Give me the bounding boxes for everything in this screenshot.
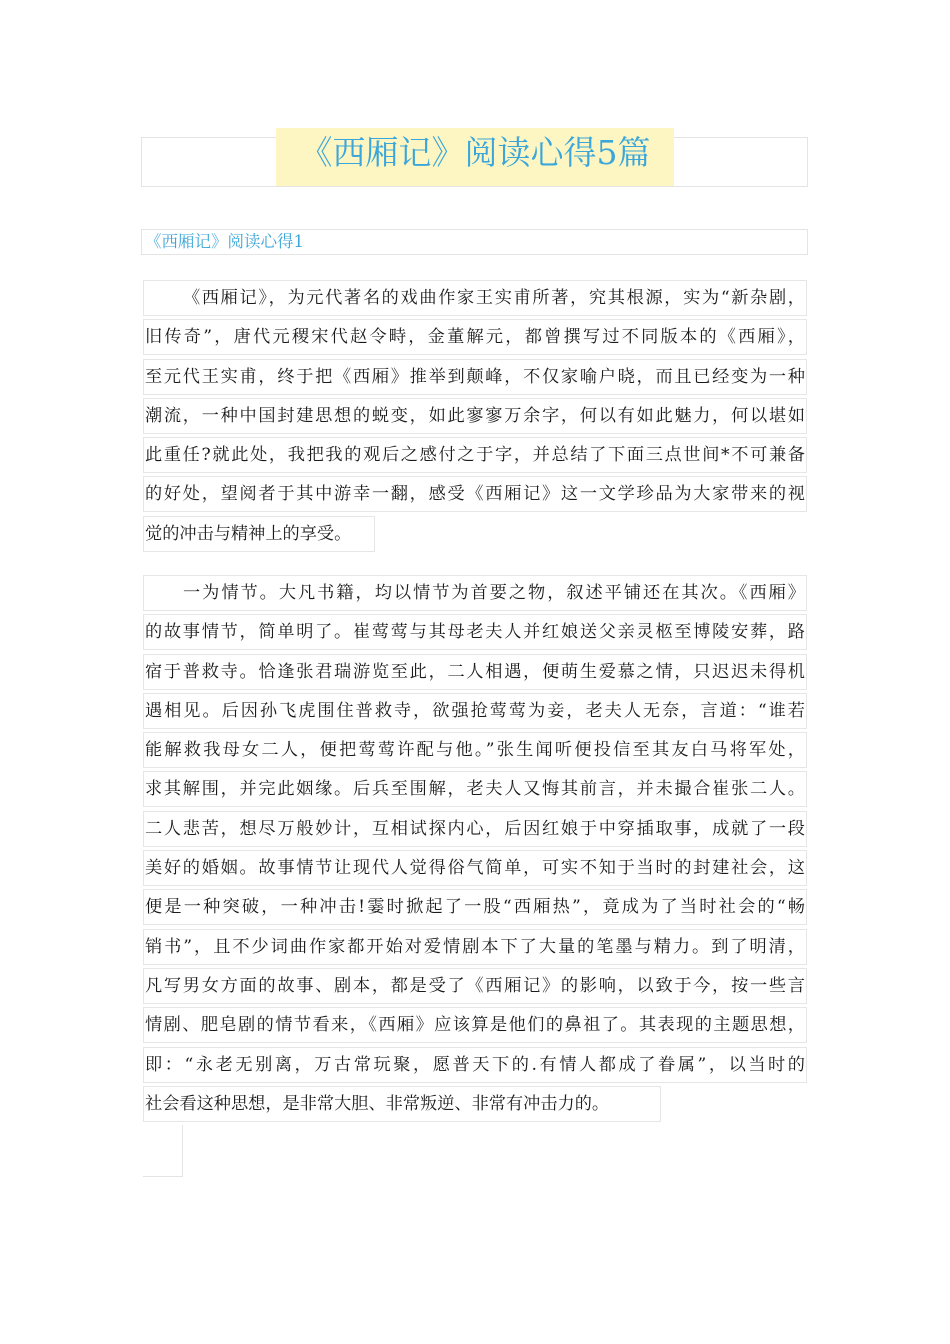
- line-text: 旧传奇”，唐代元稷宋代赵令畤，金董解元，都曾撰写过不同版本的《西厢》，: [145, 327, 805, 348]
- line-text: 觉的冲击与精神上的享受。: [145, 523, 352, 544]
- text-line: [143, 654, 807, 693]
- line-text: 能解救我母女二人，便把莺莺许配与他。”张生闻听便投信至其友白马将军处，: [145, 740, 805, 761]
- text-line: [143, 280, 807, 319]
- text-line: [143, 693, 807, 732]
- line-text: 求其解围，并完此姻缘。后兵至围解，老夫人又悔其前言，并未撮合崔张二人。: [145, 779, 805, 800]
- text-line: [143, 575, 807, 614]
- text-line: [143, 968, 807, 1007]
- line-text: 销书”，且不少词曲作家都开始对爱情剧本下了大量的笔墨与精力。到了明清，: [145, 936, 805, 957]
- line-text: 的好处，望阅者于其中游幸一翻，感受《西厢记》这一文学珍品为大家带来的视: [145, 484, 805, 505]
- line-text: 至元代王实甫，终于把《西厢》推举到颠峰，不仅家喻户晓，而且已经变为一种: [145, 366, 805, 387]
- line-text: 一为情节。大凡书籍，均以情节为首要之物，叙述平铺还在其次。《西厢》: [183, 583, 805, 603]
- text-line: [143, 811, 807, 850]
- line-text: 便是一种突破，一种冲击!霎时掀起了一股“西厢热”，竟成为了当时社会的“畅: [145, 897, 805, 918]
- paragraph-plot: [143, 575, 807, 1125]
- text-line: [143, 889, 807, 928]
- text-line: [143, 614, 807, 653]
- text-line: [143, 359, 807, 398]
- text-line: [143, 516, 807, 555]
- line-text: 潮流，一种中国封建思想的蜕变，如此寥寥万余字，何以有如此魅力，何以堪如: [145, 405, 805, 426]
- text-line: [143, 850, 807, 889]
- line-text: 的故事情节，简单明了。崔莺莺与其母老夫人并红娘送父亲灵柩至博陵安葬，路: [145, 622, 805, 643]
- next-paragraph-stub: [143, 1125, 183, 1177]
- text-line: [143, 437, 807, 476]
- line-text: 凡写男女方面的故事、剧本，都是受了《西厢记》的影响，以致于今，按一些言: [145, 975, 805, 996]
- text-line: [143, 929, 807, 968]
- text-line: [143, 1007, 807, 1046]
- text-line: [143, 319, 807, 358]
- line-text: 此重任?就此处，我把我的观后之感付之于字，并总结了下面三点世间*不可兼备: [145, 445, 805, 466]
- line-text: 宿于普救寺。恰逢张君瑞游览至此，二人相遇，便萌生爱慕之情，只迟迟未得机: [145, 661, 805, 682]
- line-text: 社会看这种思想，是非常大胆、非常叛逆、非常有冲击力的。: [145, 1093, 610, 1114]
- paragraph-intro: [143, 280, 807, 555]
- text-line: [143, 398, 807, 437]
- line-text: 美好的婚姻。故事情节让现代人觉得俗气简单，可实不知于当时的封建社会，这: [145, 858, 805, 879]
- document-title: 《西厢记》阅读心得5篇: [299, 133, 651, 172]
- text-line: [143, 1047, 807, 1086]
- line-text: 遇相见。后因孙飞虎围住普救寺，欲强抢莺莺为妾，老夫人无奈，言道：“谁若: [145, 700, 805, 721]
- line-text: 情剧、肥皂剧的情节看来，《西厢》应该算是他们的鼻祖了。其表现的主题思想，: [145, 1015, 805, 1036]
- text-line: [143, 476, 807, 515]
- text-line: [143, 1086, 807, 1125]
- line-text: 即：“永老无别离，万古常玩聚，愿普天下的.有情人都成了眷属”，以当时的: [145, 1054, 805, 1075]
- section-heading: 《西厢记》阅读心得1: [145, 232, 304, 251]
- line-text: 《西厢记》，为元代著名的戏曲作家王实甫所著，究其根源，实为“新杂剧，: [183, 288, 805, 308]
- text-line: [143, 771, 807, 810]
- text-line: [143, 732, 807, 771]
- line-text: 二人悲苦，想尽万般妙计，互相试探内心，后因红娘于中穿插取事，成就了一段: [145, 818, 805, 839]
